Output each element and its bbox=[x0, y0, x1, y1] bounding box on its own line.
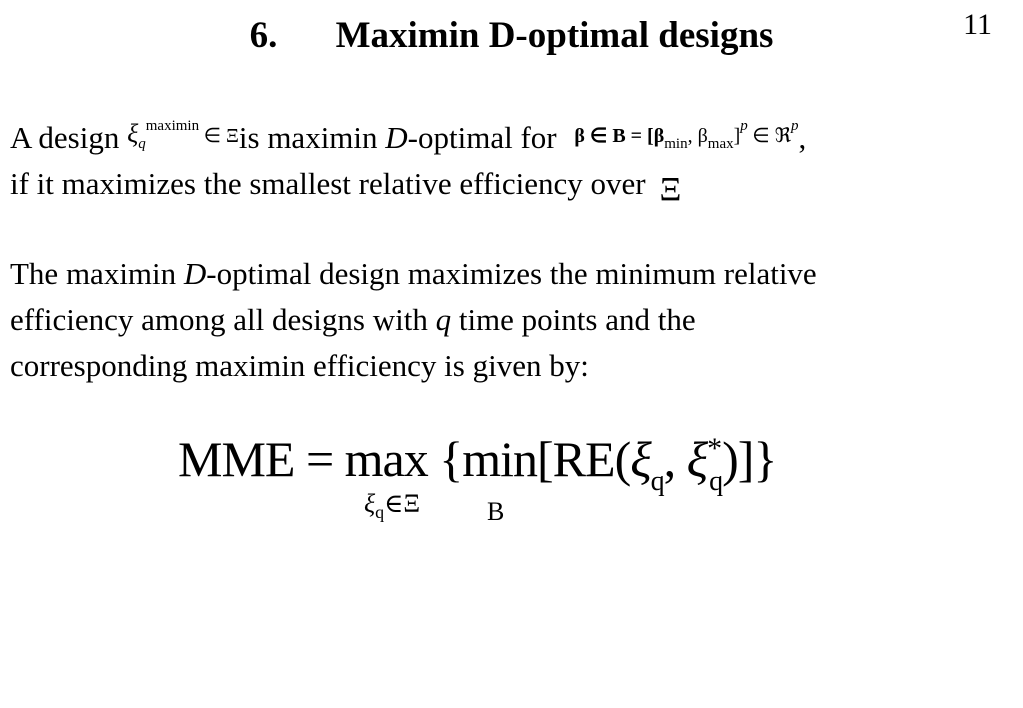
reals-set: ∈ ℜ bbox=[752, 125, 791, 147]
big-xi-symbol: Ξ bbox=[659, 171, 682, 208]
beta-bold: β ∈ B = [β bbox=[574, 125, 665, 147]
p1-line2: if it maximizes the smallest relative efficiency over bbox=[10, 166, 646, 201]
under-max-xi: ξ bbox=[364, 489, 376, 518]
title-text: Maximin D-optimal designs bbox=[335, 15, 774, 56]
beta-close: ] bbox=[733, 125, 741, 147]
xi-symbol: ξ bbox=[127, 119, 139, 148]
p2-line1-b: -optimal design maximizes the minimum relative bbox=[206, 256, 817, 291]
xi-subscript: q bbox=[138, 136, 146, 152]
beta-min: min bbox=[664, 136, 688, 152]
title-number: 6. bbox=[249, 15, 278, 56]
xi-superscript: maximin bbox=[145, 118, 200, 134]
under-max-sub: q bbox=[375, 502, 385, 522]
p2-line2-q: q bbox=[435, 302, 452, 337]
explanation-paragraph bbox=[10, 251, 817, 389]
p2-line1-a: The maximin bbox=[10, 256, 177, 291]
formula-sub1: q bbox=[650, 466, 664, 497]
mme-formula bbox=[178, 431, 777, 497]
under-max-rest: ∈Ξ bbox=[384, 489, 421, 518]
element-of-xi: ∈ Ξ bbox=[203, 125, 239, 147]
formula-comma: , bbox=[663, 431, 687, 487]
formula-sup2: * bbox=[707, 432, 722, 465]
min-subscript: B bbox=[487, 497, 505, 526]
p1-line1-a: A design bbox=[10, 120, 120, 155]
p1-line1-d: D bbox=[385, 120, 408, 155]
beta-max: max bbox=[707, 136, 734, 152]
formula-xi2: ξ bbox=[686, 431, 708, 487]
reals-p: p bbox=[791, 118, 799, 134]
p2-line2-b: time points and the bbox=[458, 302, 696, 337]
p2-line3: corresponding maximin efficiency is given by: bbox=[10, 348, 589, 383]
slide-title bbox=[0, 16, 1023, 57]
p2-line2-a: efficiency among all designs with bbox=[10, 302, 428, 337]
p2-line1-d: D bbox=[183, 256, 207, 291]
slide-number: 11 bbox=[963, 8, 992, 41]
beta-condition bbox=[574, 113, 798, 161]
beta-p: p bbox=[740, 118, 748, 134]
formula-sub2: q bbox=[709, 466, 723, 497]
trailing-comma: , bbox=[798, 120, 807, 155]
max-subscript bbox=[364, 489, 421, 522]
definition-paragraph bbox=[10, 111, 806, 213]
design-symbol bbox=[127, 111, 239, 161]
formula-xi1: ξ bbox=[630, 431, 651, 487]
formula-rhs: )]} bbox=[722, 431, 777, 487]
p1-line1-b: is maximin bbox=[238, 120, 378, 155]
beta-sep: , β bbox=[687, 125, 708, 147]
formula-lhs: MME = max {min[RE( bbox=[178, 431, 631, 487]
p1-line1-c: -optimal for bbox=[407, 120, 557, 155]
